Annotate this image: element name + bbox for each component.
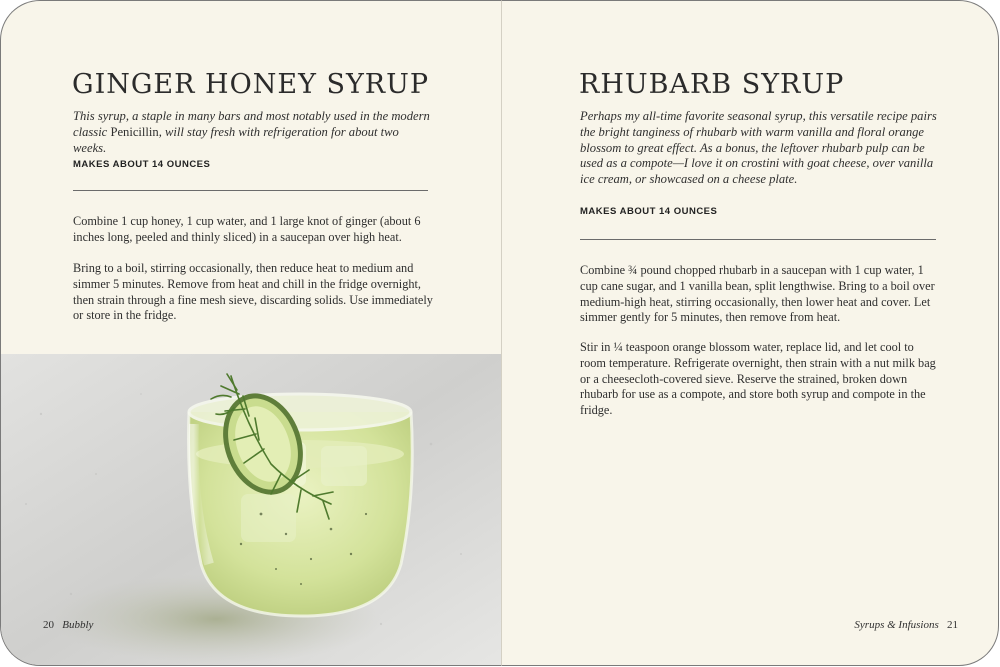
- recipe-intro: [73, 109, 433, 156]
- divider-rule: [580, 239, 936, 240]
- recipe-step: Combine ¾ pound chopped rhubarb in a saucepan with 1 cup water, 1 cup cane sugar, and 1 vanilla bean, split lengthwise. Bring to a boil over medium-high heat, stirring occasionally, then lower heat and cover. Let simmer gently for 5 minutes, then remove from heat.: [580, 263, 935, 325]
- intro-cocktail-name: Penicillin: [110, 124, 159, 139]
- divider-rule: [73, 190, 428, 191]
- intro-text: This syrup, a staple in many bars and most notably used in the modern classic: [73, 109, 430, 139]
- yield-label: MAKES ABOUT 14 OUNCES: [73, 159, 211, 170]
- running-head: Syrups & Infusions: [854, 619, 939, 631]
- right-page: [501, 0, 999, 666]
- page-number: 21: [947, 619, 958, 631]
- page-number: 20: [43, 619, 54, 631]
- recipe-step: Combine 1 cup honey, 1 cup water, and 1 large knot of ginger (about 6 inches long, peeled and thinly sliced) in a saucepan over high heat.: [73, 214, 421, 244]
- recipe-title: GINGER HONEY SYRUP: [72, 69, 430, 100]
- recipe-title: RHUBARB SYRUP: [579, 69, 845, 100]
- intro-text-end: , will stay fresh with refrigeration for about two weeks.: [73, 124, 399, 155]
- recipe-intro: Perhaps my all-time favorite seasonal syrup, this versatile recipe pairs the bright tanginess of rhubarb with warm vanilla and floral orange blossom to great effect. As a bonus, the leftover rhubarb pulp can be used as a compote—I love it on crostini with goat cheese, over vanilla ice cream, or showcased on a cheese plate.: [580, 109, 937, 187]
- running-head: Bubbly: [62, 619, 94, 631]
- yield-label: MAKES ABOUT 14 OUNCES: [580, 206, 718, 217]
- left-folio: [43, 619, 93, 631]
- recipe-step: Stir in ¼ teaspoon orange blossom water, replace lid, and let cool to room temperature. Refrigerate overnight, then strain with a nut milk bag or a cheesecloth-covered sieve. Reserve the strained, broken down rhubarb for use as a compote, and store both syrup and compote in the fridge.: [580, 340, 936, 418]
- right-folio: [854, 619, 958, 631]
- recipe-step: Bring to a boil, stirring occasionally, then reduce heat to medium and simmer 5 minutes. Remove from heat and chill in the fridge overnight, then strain through a fine mesh sieve, discarding solids. Use immediately or store in the fridge.: [73, 261, 433, 323]
